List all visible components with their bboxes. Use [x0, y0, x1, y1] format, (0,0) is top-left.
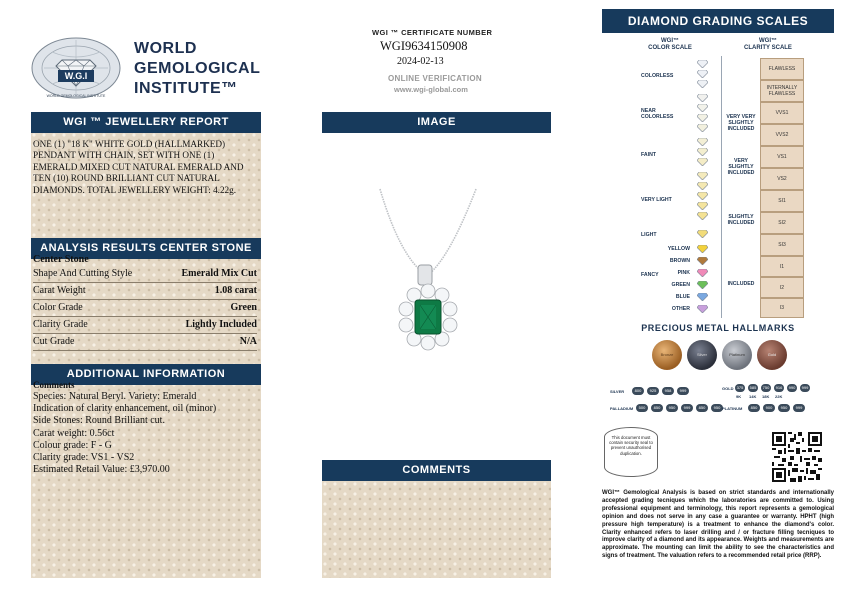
palladium-mark: 500: [636, 404, 648, 412]
coin-label-gold: Gold: [767, 352, 777, 357]
color-group-faint: FAINT: [641, 152, 656, 158]
fancy-yellow: YELLOW: [667, 246, 690, 252]
fancy-green: GREEN: [671, 282, 690, 288]
comments-header: COMMENTS: [322, 460, 551, 481]
gold-karat: 14K: [749, 394, 757, 399]
gold-mark: 750: [762, 385, 770, 390]
palladium-mark: 950: [666, 404, 678, 412]
logo-line-2: GEMOLOGICAL: [134, 60, 261, 77]
color-scale-title: [640, 38, 700, 52]
analysis-subheading: Center Stone: [33, 254, 89, 265]
clarity-scale-title: [735, 38, 801, 52]
coin-label-silver: Silver: [696, 352, 707, 357]
grading-scales-header: DIAMOND GRADING SCALES: [602, 9, 834, 33]
hallmarks-header: PRECIOUS METAL HALLMARKS: [641, 323, 795, 333]
silver-mark: 958: [662, 387, 674, 395]
scale-divider: [721, 56, 722, 318]
online-verification-label: ONLINE VERIFICATION: [388, 74, 482, 83]
diamond-icon: [697, 148, 708, 156]
fancy-label: FANCY: [641, 272, 659, 278]
fancy-diamond-icon: [697, 281, 708, 289]
logo-line-3: INSTITUTE™: [134, 80, 238, 97]
clarity-grade: SI3: [760, 234, 804, 256]
clarity-grade: VS1: [760, 146, 804, 168]
globe-seal-icon: [28, 32, 124, 102]
fancy-diamond-icon: [697, 257, 708, 265]
certificate-number: WGI9634150908: [380, 39, 468, 53]
gold-mark: 999: [801, 385, 809, 390]
diamond-icon: [697, 202, 708, 210]
silver-label: SILVER: [610, 389, 625, 394]
clarity-group-i: INCLUDED: [727, 281, 755, 287]
comments-subheading: Comments: [33, 380, 75, 390]
palladium-mark: 850: [696, 404, 708, 412]
diamond-icon: [697, 124, 708, 132]
diamond-icon: [697, 80, 708, 88]
fancy-diamond-icon: [697, 305, 708, 313]
seal-ring-text: WORLD GEMOLOGICAL INSTITUTE: [46, 94, 106, 98]
fancy-diamond-icon: [697, 293, 708, 301]
color-scale-title-2: COLOR SCALE: [648, 45, 692, 51]
color-scale-title-1: WGI™: [661, 38, 679, 44]
clarity-scale-title-2: CLARITY SCALE: [744, 45, 792, 51]
diamond-icon: [697, 212, 708, 220]
security-seal-notice: [604, 427, 658, 477]
diamond-icon: [697, 60, 708, 68]
clarity-grade: I2: [760, 277, 804, 298]
diamond-icon: [697, 182, 708, 190]
clarity-group-si: SLIGHTLY INCLUDED: [727, 214, 755, 226]
silver-mark: 925: [647, 387, 659, 395]
jewellery-image: [322, 137, 551, 437]
diamond-icon: [697, 94, 708, 102]
color-group-light: LIGHT: [641, 232, 657, 238]
gold-karat: 9K: [736, 394, 742, 399]
diamond-icon: [697, 114, 708, 122]
analysis-results-header: ANALYSIS RESULTS CENTER STONE: [31, 238, 261, 259]
clarity-scale-title-1: WGI™: [759, 38, 777, 44]
certificate-date: 2024-02-13: [397, 56, 444, 67]
analysis-row-shape: [33, 266, 257, 283]
row-label: Color Grade: [33, 302, 83, 313]
security-text: This document must contain security seal to prevent unauthorised duplication.: [609, 435, 653, 456]
diamond-icon: [697, 138, 708, 146]
clarity-grade: VS2: [760, 168, 804, 190]
color-group-colorless: COLORLESS: [641, 73, 674, 79]
fancy-diamond-icon: [697, 245, 708, 253]
fancy-brown: BROWN: [669, 258, 690, 264]
additional-lines: [33, 391, 259, 476]
clarity-grade: VVS2: [760, 124, 804, 146]
row-label: Carat Weight: [33, 285, 86, 296]
diamond-icon: [697, 172, 708, 180]
clarity-grade: I3: [760, 298, 804, 318]
gold-mark: 990: [788, 385, 796, 390]
seal-text: W.G.I: [64, 71, 88, 81]
logo-line-1: WORLD: [134, 40, 197, 57]
color-group-near-colorless: NEAR COLORLESS: [641, 108, 674, 120]
palladium-mark: 999: [681, 404, 693, 412]
disclaimer-text: WGI™ Gemological Analysis is based on strict standards and internationally accepted grading tecniques which the laboratories are committed to. Using professional equipment and terminology, this report represents a gemological opinion and does not serve in any case a guarantee or warranty. HPHT (high pressure high temperature) is a treatment to enhance the diamond's color. Clarity enhanced refers to laser drilling and / or fracture filling tecniques to improve clarity of a diamond and its appearance. Weights and measurements are approximate. The mounting can limit the ability to see the characteristics and signs of treatment. The valuation refers to a recommended retail price (RRP).: [602, 490, 834, 560]
verification-url[interactable]: www.wgi-global.com: [394, 85, 468, 94]
gold-mark: 916: [775, 385, 783, 390]
additional-line: Estimated Retail Value: £3,970.00: [33, 464, 170, 476]
clarity-group-vs: VERY SLIGHTLY INCLUDED: [727, 158, 755, 176]
silver-mark: 800: [632, 387, 644, 395]
clarity-grade: FLAWLESS: [760, 58, 804, 80]
gold-mark: 585: [749, 385, 757, 390]
clarity-group-vvs: VERY VERY SLIGHTLY INCLUDED: [726, 114, 756, 132]
gold-label: GOLD: [722, 386, 734, 391]
row-value: N/A: [239, 336, 257, 347]
jewellery-report-header: WGI ™ JEWELLERY REPORT: [31, 112, 261, 133]
palladium-mark: 850: [651, 404, 663, 412]
fancy-blue: BLUE: [675, 294, 690, 300]
platinum-mark: 999: [793, 404, 805, 412]
coin-label-bronze: Bronze: [660, 352, 674, 357]
wgi-logo: [28, 32, 268, 102]
row-value: Emerald Mix Cut: [181, 268, 257, 279]
analysis-row-color: [33, 300, 257, 317]
qr-code-icon: [772, 432, 822, 482]
clarity-grade: INTERNALLY FLAWLESS: [760, 80, 804, 102]
comments-panel: [322, 481, 551, 578]
palladium-mark: 950: [711, 404, 723, 412]
additional-line: Indication of clarity enhancement, oil (minor): [33, 403, 217, 415]
row-label: Clarity Grade: [33, 319, 88, 330]
clarity-grade: SI1: [760, 190, 804, 212]
gold-karat: 22K: [775, 394, 783, 399]
additional-line: Side Stones: Round Brilliant cut.: [33, 415, 165, 427]
diamond-icon: [697, 104, 708, 112]
platinum-mark: 850: [748, 404, 760, 412]
coin-label-platinum: Platinum: [729, 352, 745, 357]
analysis-row-clarity: [33, 317, 257, 334]
clarity-grade: SI2: [760, 212, 804, 234]
row-value: Lightly Included: [185, 319, 257, 330]
silver-mark: 999: [677, 387, 689, 395]
additional-line: Colour grade: F - G: [33, 439, 112, 451]
clarity-grade: I1: [760, 256, 804, 277]
diamond-icon: [697, 230, 708, 238]
additional-line: Clarity grade: VS1 - VS2: [33, 452, 135, 464]
report-description: ONE (1) "18 K" WHITE GOLD (HALLMARKED) PENDANT WITH CHAIN, SET WITH ONE (1) EMERALD MIXED CUT NATURAL EMERALD AND TEN (10) ROUND BRILLIANT CUT NATURAL DIAMONDS. TOTAL JEWELLERY WEIGHT: 4.22g.: [33, 139, 244, 195]
pendant-icon: [322, 137, 551, 437]
additional-line: Carat weight: 0.56ct: [33, 427, 115, 439]
row-label: Cut Grade: [33, 336, 75, 347]
row-value: 1.08 carat: [214, 285, 257, 296]
analysis-row-cut: [33, 334, 257, 351]
color-group-very-light: VERY LIGHT: [641, 197, 672, 203]
fancy-diamond-icon: [697, 269, 708, 277]
image-header: IMAGE: [322, 112, 551, 133]
platinum-mark: 900: [763, 404, 775, 412]
analysis-row-carat: [33, 283, 257, 300]
row-value: Green: [230, 302, 257, 313]
diamond-icon: [697, 70, 708, 78]
fancy-pink: PINK: [677, 270, 690, 276]
fancy-other: OTHER: [671, 306, 690, 312]
palladium-label: PALLADIUM: [610, 406, 634, 411]
platinum-label: PLATINUM: [722, 406, 743, 411]
gold-mark: 375: [736, 385, 744, 390]
clarity-grade: VVS1: [760, 102, 804, 124]
certificate-number-label: WGI ™ CERTIFICATE NUMBER: [372, 28, 493, 37]
row-label: Shape And Cutting Style: [33, 268, 133, 279]
additional-information-header: ADDITIONAL INFORMATION: [31, 364, 261, 385]
diamond-icon: [697, 192, 708, 200]
diamond-icon: [697, 158, 708, 166]
platinum-mark: 950: [778, 404, 790, 412]
qr-code[interactable]: [772, 432, 822, 482]
additional-line: Species: Natural Beryl. Variety: Emerald: [33, 391, 197, 402]
gold-karat: 18K: [762, 394, 770, 399]
